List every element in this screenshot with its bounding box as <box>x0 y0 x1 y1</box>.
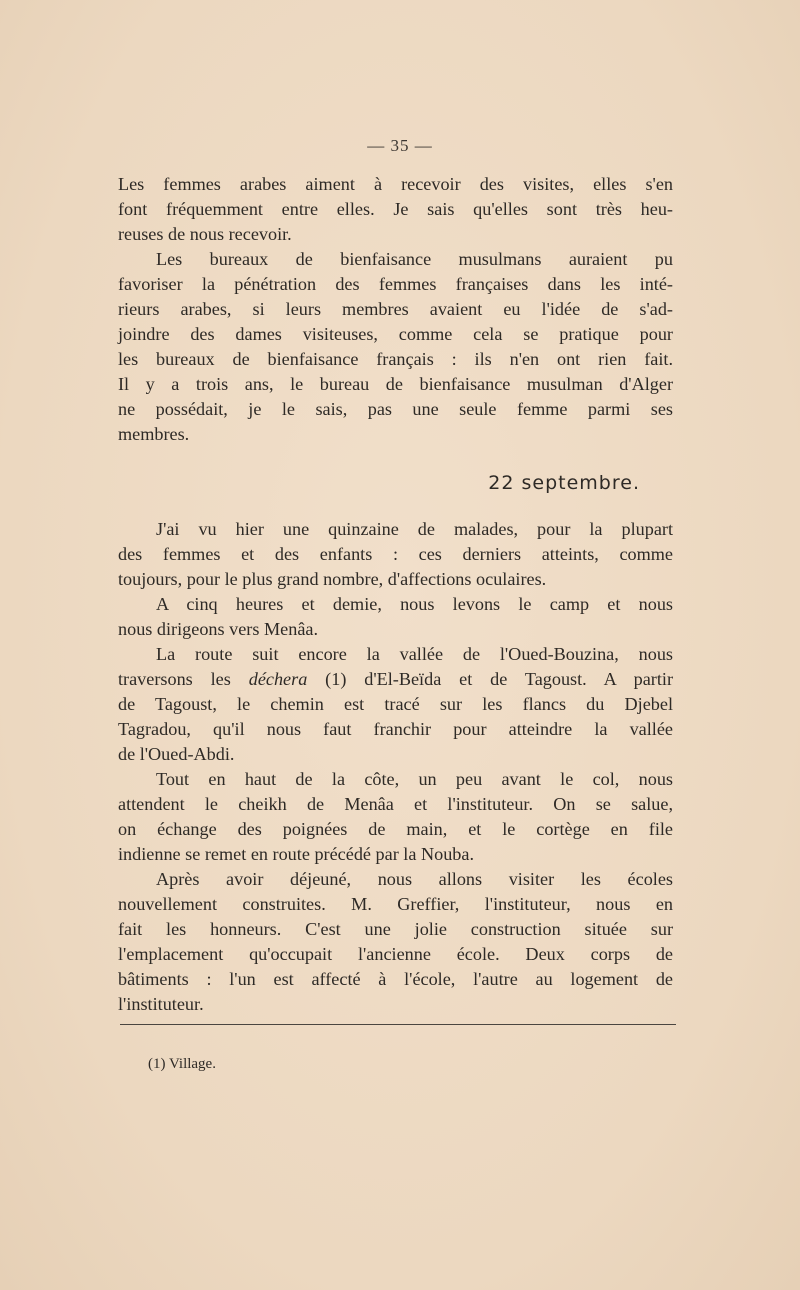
text-line: La route suit encore la vallée de l'Oued-Bouzina, nous <box>156 644 673 664</box>
text-line: reuses de nous recevoir. <box>118 224 292 244</box>
text-line: rieurs arabes, si leurs membres avaient eu l'idée de s'ad- <box>118 299 673 319</box>
text-line: nous dirigeons vers Menâa. <box>118 619 319 639</box>
text-line: les bureaux de bienfaisance français : ils n'en ont rien fait. <box>118 349 673 369</box>
text-line: Tagradou, qu'il nous faut franchir pour atteindre la vallée <box>118 719 673 739</box>
paragraph <box>118 642 673 767</box>
section-heading: 22 septembre. <box>488 472 640 494</box>
text-line: l'emplacement qu'occupait l'ancienne école. Deux corps de <box>118 944 673 964</box>
text-line: font fréquemment entre elles. Je sais qu'elles sont très heu- <box>118 199 673 219</box>
text-line: l'instituteur. <box>118 994 204 1014</box>
text-line: traversons les déchera (1) d'El-Beïda et de Tagoust. A partir <box>118 669 673 689</box>
footnote: (1) Village. <box>148 1056 216 1072</box>
text-line: de Tagoust, le chemin est tracé sur les flancs du Djebel <box>118 694 673 714</box>
paragraph <box>118 867 673 1017</box>
paragraph <box>118 517 673 592</box>
text-line: Les femmes arabes aiment à recevoir des visites, elles s'en <box>118 174 673 194</box>
text-line: Après avoir déjeuné, nous allons visiter les écoles <box>156 869 673 889</box>
text-line: toujours, pour le plus grand nombre, d'affections oculaires. <box>118 569 547 589</box>
text-line: nouvellement construites. M. Greffier, l'instituteur, nous en <box>118 894 673 914</box>
text-line: favoriser la pénétration des femmes françaises dans les inté- <box>118 274 673 294</box>
text-line: des femmes et des enfants : ces derniers atteints, comme <box>118 544 673 564</box>
italic-term: déchera <box>248 669 308 689</box>
text-line: Tout en haut de la côte, un peu avant le col, nous <box>156 769 673 789</box>
text-line: A cinq heures et demie, nous levons le camp et nous <box>156 594 673 614</box>
text-line: de l'Oued-Abdi. <box>118 744 235 764</box>
text-line: Les bureaux de bienfaisance musulmans auraient pu <box>156 249 673 269</box>
paragraph <box>118 172 673 247</box>
paragraph <box>118 592 673 642</box>
text-line: membres. <box>118 424 190 444</box>
text-line: on échange des poignées de main, et le cortège en file <box>118 819 673 839</box>
text-block-top <box>118 172 673 447</box>
text-line: bâtiments : l'un est affecté à l'école, l'autre au logement de <box>118 969 673 989</box>
text-line: ne possédait, je le sais, pas une seule femme parmi ses <box>118 399 673 419</box>
text-line: attendent le cheikh de Menâa et l'instituteur. On se salue, <box>118 794 673 814</box>
paragraph <box>118 767 673 867</box>
footnote-rule <box>120 1024 676 1025</box>
text-line: Il y a trois ans, le bureau de bienfaisance musulman d'Alger <box>118 374 673 394</box>
text-line: J'ai vu hier une quinzaine de malades, pour la plupart <box>156 519 673 539</box>
page-number: — 35 — <box>367 136 433 155</box>
text-line: joindre des dames visiteuses, comme cela se pratique pour <box>118 324 673 344</box>
text-line: fait les honneurs. C'est une jolie construction située sur <box>118 919 673 939</box>
text-line: indienne se remet en route précédé par la Nouba. <box>118 844 475 864</box>
paragraph <box>118 247 673 447</box>
text-block-main <box>118 517 673 1017</box>
